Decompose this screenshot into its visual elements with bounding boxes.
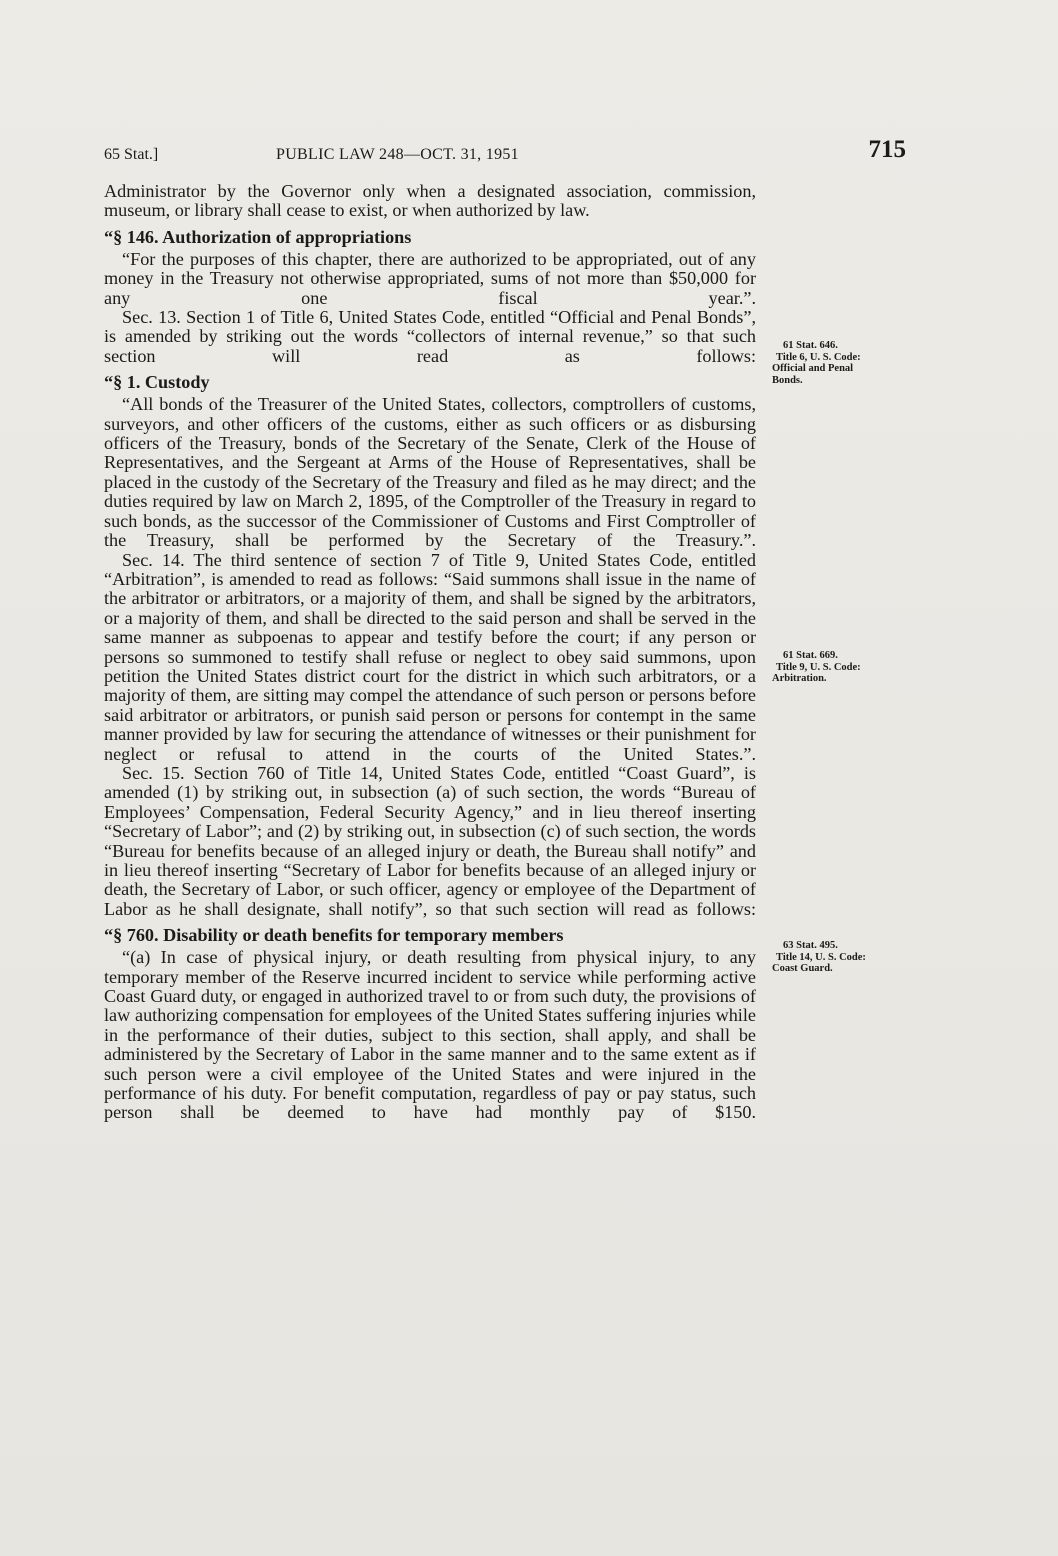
page-number: 715 <box>868 136 906 163</box>
statute-volume: 65 Stat.] <box>104 146 159 163</box>
note-subject: Coast Guard. <box>772 963 833 974</box>
paragraph-sec-14: Sec. 14. The third sentence of section 7 of Title 9, United States Code, entitled “Arbitration”, is amended to read as follows: “Said summons shall issue in the name of the arbitrator or arbitrators, or a majority of them, and shall be signed by the arbitrators, or a majority of them, and shall be directed to the said person and shall be served in the same manner as subpoenas to appear and testify before the court; if any person or persons so summoned to testify shall refuse or neglect to obey said summons, upon petition the United States district court for the district in which such arbitrators, or a majority of them, are sitting may compel the attendance of such person or persons before said arbitrator or arbitrators, or punish said person or persons for contempt in the same manner provided by law for securing the attendance of witnesses or their punishment for neglect or refusal to attend in the courts of the United States.”. <box>104 549 756 764</box>
note-code: Title 9, U. S. Code: <box>776 661 861 673</box>
note-subject: Arbitration. <box>772 673 827 684</box>
note-citation: 61 Stat. 646. <box>783 340 838 351</box>
paragraph-146: “For the purposes of this chapter, there are authorized to be appropriated, out of any money in the Treasury not otherwise appropriated, sums of not more than $50,000 for any one fiscal year.”. <box>104 248 756 308</box>
note-citation: 61 Stat. 669. <box>783 650 838 661</box>
heading-section-146: “§ 146. Authorization of appropriations <box>104 226 412 247</box>
main-text <box>104 182 756 1123</box>
running-header <box>104 136 906 170</box>
paragraph-760: “(a) In case of physical injury, or death resulting from physical injury, to any temporary member of the Reserve incurred incident to service while performing active Coast Guard duty, or engaged in authorized travel to or from such duty, the provisions of law authorizing compensation for employees of the United States suffering injuries while in the performance of their duties, subject to this section, shall apply, and shall be administered by the Secretary of Labor in the same manner and to the same extent as if such person were a civil employee of the United States and were injured in the performance of his duty. For benefit computation, regardless of pay or pay status, such person shall be deemed to have had monthly pay of $150. <box>104 947 756 1123</box>
heading-section-760: “§ 760. Disability or death benefits for temporary members <box>104 925 564 946</box>
margin-note-title-9 <box>772 650 912 685</box>
header-title: PUBLIC LAW 248—OCT. 31, 1951 <box>276 146 519 163</box>
note-citation: 63 Stat. 495. <box>783 940 838 951</box>
paragraph-custody: “All bonds of the Treasurer of the United States, collectors, comptrollers of customs, surveyors, and other officers of the customs, either as such officers or as disbursing officers of the Treasury, bonds of the Secretary of the Senate, Clerk of the House of Representatives, and the Sergeant at Arms of the House of Representatives, shall be placed in the custody of the Secretary of the Treasury and filed as he may direct; and the duties required by law on March 2, 1895, of the Comptroller of the Treasury in regard to such bonds, as the successor of the Commissioner of Customs and First Comptroller of the Treasury, shall be performed by the Secretary of the Treasury.”. <box>104 394 756 551</box>
paragraph-sec-13: Sec. 13. Section 1 of Title 6, United States Code, entitled “Official and Penal Bonds”, is amended by striking out the words “collectors of internal revenue,” so that such section will read as follows: <box>104 307 756 366</box>
paragraph-intro: Administrator by the Governor only when a designated association, commission, museum, or library shall cease to exist, or when authorized by law. <box>104 181 756 221</box>
note-subject: Official and Penal <box>772 363 854 374</box>
note-code: Title 6, U. S. Code: <box>776 351 861 363</box>
margin-note-title-14 <box>772 940 912 975</box>
paragraph-sec-15: Sec. 15. Section 760 of Title 14, United States Code, entitled “Coast Guard”, is amended (1) by striking out, in subsection (a) of such section, the words “Bureau of Employees’ Compensation, Federal Security Agency,” and in lieu thereof inserting “Secretary of Labor”; and (2) by striking out, in subsection (c) of such section, the words “Bureau for benefits because of an alleged injury or death, the Bureau shall notify” and in lieu thereof inserting “Secretary of Labor for benefits because of an alleged injury or death, the Secretary of Labor, or such officer, agency or employee of the Department of Labor as he shall designate, shall notify”, so that such section will read as follows: <box>104 762 756 919</box>
note-subject-cont: Bonds. <box>772 374 803 386</box>
note-code: Title 14, U. S. Code: <box>776 951 866 963</box>
margin-note-title-6 <box>772 340 912 386</box>
heading-section-1: “§ 1. Custody <box>104 372 210 393</box>
